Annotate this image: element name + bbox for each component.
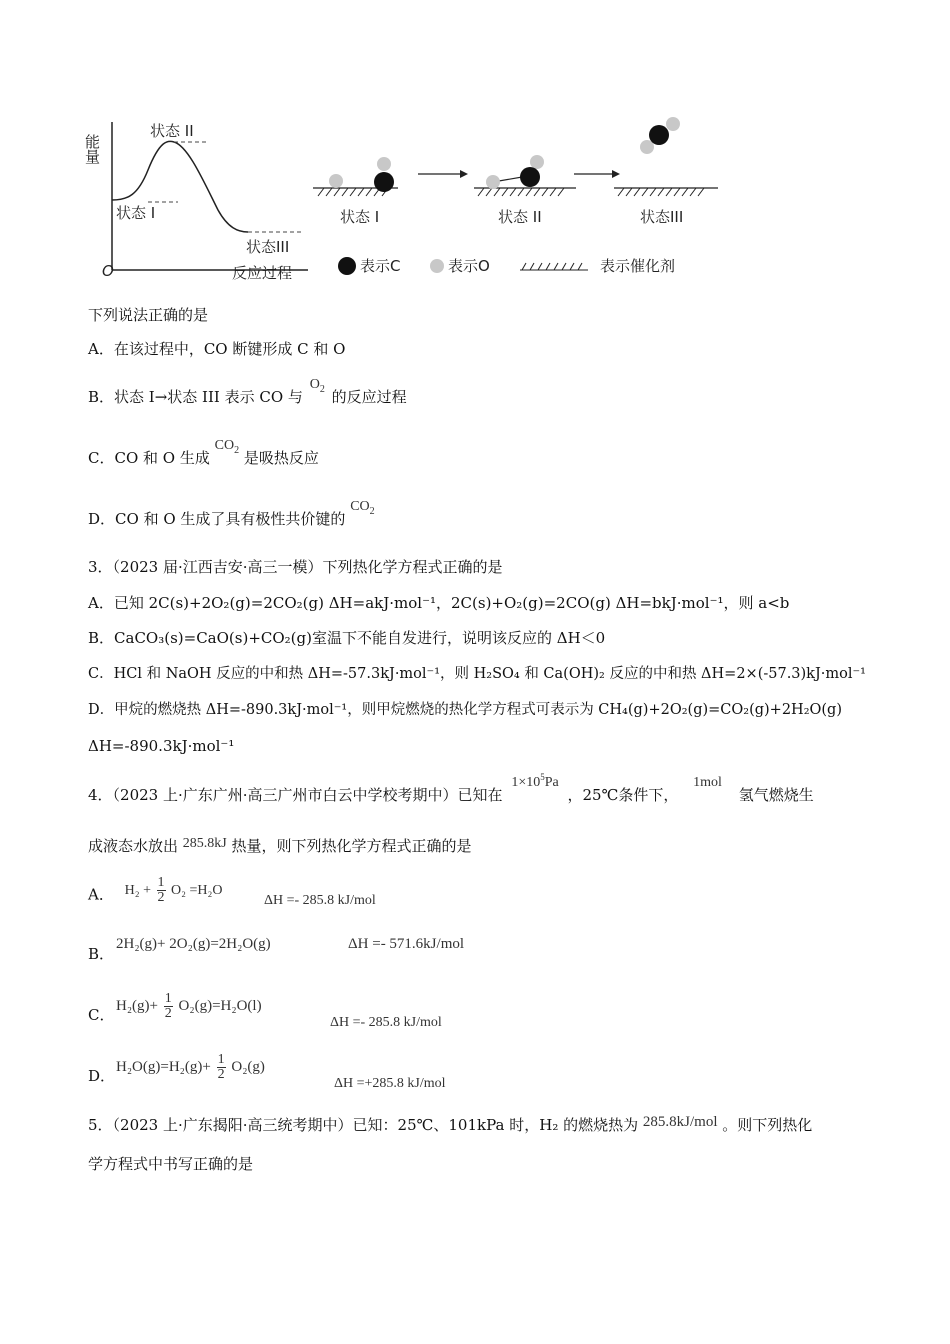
o-atom-icon (486, 175, 500, 189)
half-fraction: $\frac{1}{2}$ (217, 1052, 225, 1082)
equation: H₂ + $\frac{1}{2}$ O₂ =H₂O (124, 875, 223, 905)
co2-formula: $CO_2$ (214, 438, 240, 456)
legend-o: 表示O (448, 257, 490, 275)
q5-stem (88, 1114, 812, 1137)
q4-stem-mid: ，25℃条件下， (567, 786, 679, 804)
o-atom-icon (377, 157, 391, 171)
q2-option-c-tail: 是吸热反应 (243, 449, 319, 467)
c-atom-icon (649, 125, 669, 145)
equation: H₂(g)+ $\frac{1}{2}$ O₂(g)=H₂O(l) (116, 991, 262, 1021)
q2-option-b (88, 377, 407, 411)
y-axis-label: 能量 (83, 134, 101, 164)
mol-value: 1mol (693, 775, 722, 790)
q4-option-a (88, 875, 376, 911)
q4-line2-text: 成液态水放出 (88, 837, 179, 855)
catalyst-state-3 (614, 117, 718, 226)
pressure-value: $1\times 10^5Pa$ (511, 772, 559, 790)
enthalpy: ΔH =- 285.8 kJ/mol (264, 893, 376, 908)
o2-formula: $O_2$ (309, 377, 325, 395)
half-fraction: $\frac{1}{2}$ (164, 991, 172, 1021)
step-label-state-1: 状态 I (340, 208, 380, 226)
origin-label: O (102, 262, 114, 280)
q2-option-a: A．在该过程中，CO 断键形成 C 和 O (88, 340, 346, 358)
q5-stem-tail: 。则下列热化 (722, 1116, 813, 1134)
equation: 2H₂(g)+ 2O₂(g)=2H₂O(g) (116, 936, 271, 952)
q4-stem-tail: 氢气燃烧生 (738, 786, 814, 804)
o-atom-icon (640, 140, 654, 154)
q3-option-d-cont: ΔH=-890.3kJ·mol⁻¹ (88, 737, 235, 755)
arrow-icon (418, 170, 468, 178)
c-atom-icon (374, 172, 394, 192)
equation: H₂O(g)=H₂(g)+ $\frac{1}{2}$ O₂(g) (116, 1052, 265, 1082)
c-atom-icon (338, 257, 356, 275)
o-atom-icon (666, 117, 680, 131)
q2-prompt: 下列说法正确的是 (88, 306, 209, 324)
catalyst-state-1 (313, 157, 398, 226)
energy-profile (83, 122, 308, 282)
legend-catalyst: 表示催化剂 (600, 257, 676, 275)
step-label-state-2: 状态 II (498, 208, 542, 226)
step-label-state-3: 状态III (640, 208, 684, 226)
q2-option-c (88, 438, 319, 472)
q3-option-d: D．甲烷的燃烧热 ΔH=-890.3kJ·mol⁻¹，则甲烷燃烧的热化学方程式可表示为 CH₄(g)+2O₂(g)=CO₂(g)+2H₂O(g) (88, 702, 842, 718)
q2-option-b-tail: 的反应过程 (331, 388, 407, 406)
heat-value: 285.8kJ/mol (642, 1114, 718, 1130)
o-atom-icon (329, 174, 343, 188)
enthalpy: ΔH =+285.8 kJ/mol (334, 1076, 446, 1091)
option-label: D． (88, 1067, 116, 1085)
q3-option-a: A．已知 2C(s)+2O₂(g)=2CO₂(g) ΔH=akJ·mol⁻¹，2C(s)+O₂(g)=2CO(g) ΔH=bkJ·mol⁻¹，则 a<b (88, 594, 790, 612)
curve-label-state-3: 状态III (246, 238, 290, 256)
o-atom-icon (430, 259, 444, 273)
q5-stem-line2: 学方程式中书写正确的是 (88, 1155, 254, 1173)
enthalpy: ΔH =- 285.8 kJ/mol (330, 1015, 442, 1030)
arrow-icon (574, 170, 620, 178)
q4-line2-tail: 热量，则下列热化学方程式正确的是 (231, 837, 472, 855)
option-label: B． (88, 945, 115, 963)
q2-option-d-text: D．CO 和 O 生成了具有极性共价键的 (88, 510, 346, 528)
c-atom-icon (520, 167, 540, 187)
co2-formula: $CO_2$ (350, 499, 375, 517)
q4-option-c (88, 991, 442, 1030)
q3-stem: 3．（2023 届·江西吉安·高三一模）下列热化学方程式正确的是 (88, 558, 503, 576)
legend-c: 表示C (360, 257, 401, 275)
option-label: A． (88, 885, 114, 904)
q4-option-b (88, 936, 465, 965)
enthalpy: ΔH =- 571.6kJ/mol (348, 936, 465, 952)
curve-label-state-1: 状态 I (116, 204, 156, 222)
heat-value: 285.8kJ (182, 836, 227, 851)
curve-label-state-2: 状态 II (150, 122, 194, 140)
half-fraction: $\frac{1}{2}$ (157, 875, 165, 905)
o-atom-icon (530, 155, 544, 169)
reaction-diagram (83, 110, 728, 290)
q4-option-d (88, 1052, 446, 1091)
q5-stem-text: 5．（2023 上·广东揭阳·高三统考期中）已知：25℃、101kPa 时，H₂ 的燃烧热为 (88, 1116, 639, 1134)
legend (338, 257, 675, 275)
q2-option-d (88, 499, 375, 533)
q4-stem-line2 (88, 835, 472, 859)
q2-option-c-text: C．CO 和 O 生成 (88, 449, 210, 467)
x-axis-label: 反应过程 (232, 264, 293, 282)
q3-option-b: B．CaCO₃(s)=CaO(s)+CO₂(g)室温下不能自发进行，说明该反应的 ΔH＜0 (88, 629, 606, 647)
option-label: C． (88, 1006, 115, 1024)
catalyst-state-2 (474, 155, 576, 226)
q4-stem (88, 772, 814, 808)
q3-option-c: C．HCl 和 NaOH 反应的中和热 ΔH=-57.3kJ·mol⁻¹，则 H₂SO₄ 和 Ca(OH)₂ 反应的中和热 ΔH=2×(-57.3)kJ·mol⁻¹ (88, 666, 866, 682)
q2-option-b-text: B．状态 I→状态 III 表示 CO 与 (88, 388, 303, 406)
catalyst-icon (520, 263, 588, 270)
q4-stem-text: 4．（2023 上·广东广州·高三广州市白云中学校考期中）已知在 (88, 786, 503, 804)
